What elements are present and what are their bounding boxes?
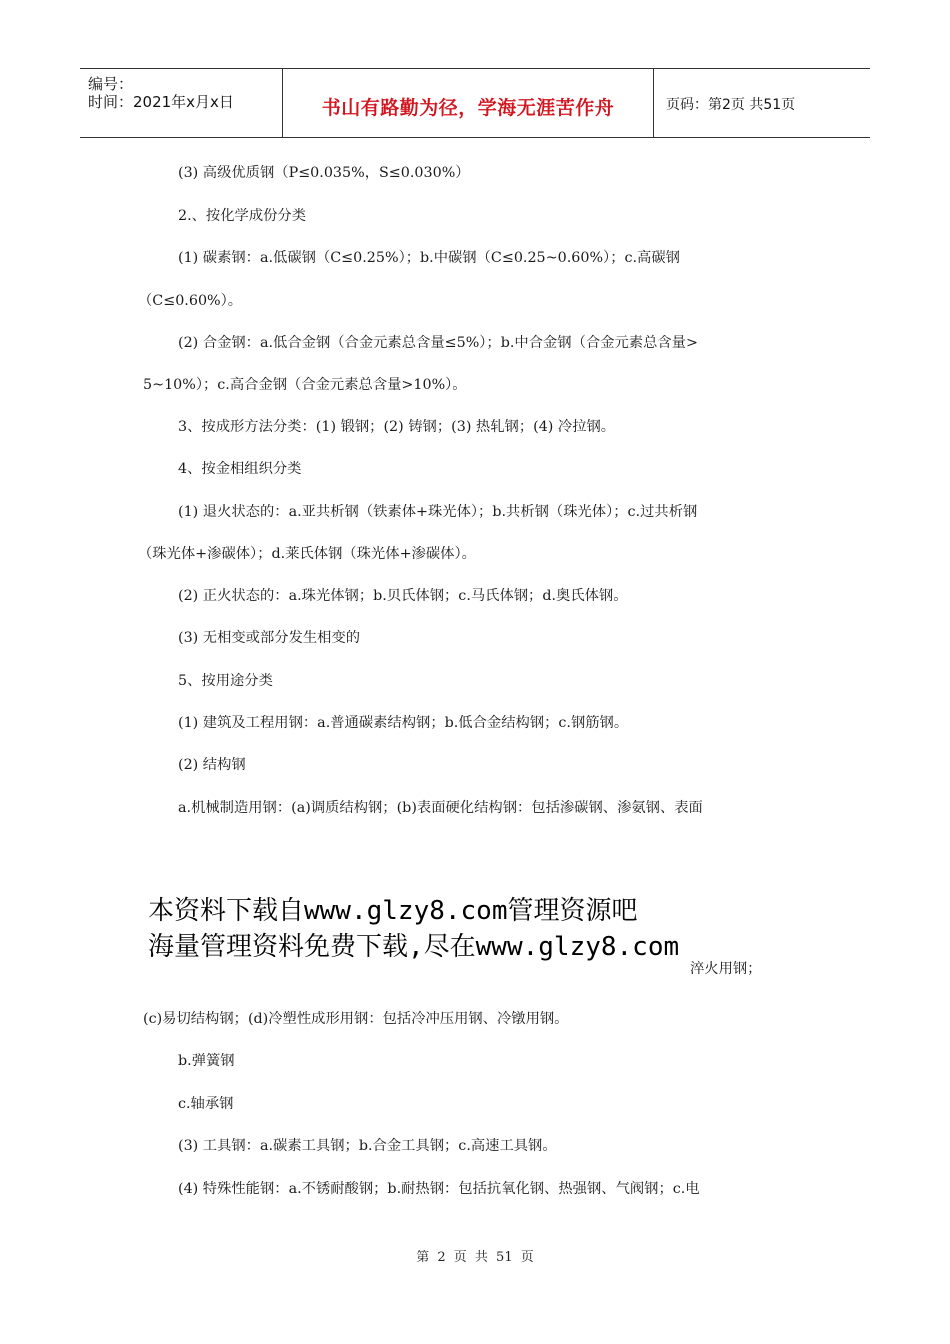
text-line-6: 5~10%）；c.高合金钢（合金元素总含量>10%）。 [143, 377, 467, 393]
page-header [80, 68, 870, 138]
text-line-2: 2.、按化学成份分类 [178, 208, 307, 224]
text-line-16: a.机械制造用钢：(a)调质结构钢；(b)表面硬化结构钢：包括渗碳钢、渗氨钢、表面 [178, 800, 703, 816]
text-line-13: 5、按用途分类 [178, 673, 273, 689]
page-footer: 第 2 页 共 51 页 [416, 1250, 534, 1265]
motto-text: 书山有路勤为径，学海无涯苦作舟 [321, 97, 615, 119]
text-line-11: (2) 正火状态的：a.珠光体钢；b.贝氏体钢；c.马氏体钢；d.奥氏体钢。 [178, 588, 628, 604]
text-line-14: (1) 建筑及工程用钢：a.普通碳素结构钢；b.低合金结构钢；c.钢筋钢。 [178, 715, 629, 731]
page-info: 页码：第2页 共51页 [666, 97, 796, 113]
text-line-15: (2) 结构钢 [178, 757, 246, 773]
header-meta-cell [80, 69, 282, 137]
header-motto-cell [282, 69, 654, 137]
text-line-21: (3) 工具钢：a.碳素工具钢；b.合金工具钢；c.高速工具钢。 [178, 1138, 557, 1154]
text-line-17: 淬火用钢； [690, 961, 762, 977]
text-line-3: (1) 碳素钢：a.低碳钢（C≤0.25%）；b.中碳钢（C≤0.25~0.60%）；c.高碳钢 [178, 250, 680, 266]
text-line-9: (1) 退火状态的：a.亚共析钢（铁素体+珠光体）；b.共析钢（珠光体）；c.过共析钢 [178, 504, 698, 520]
text-line-19: b.弹簧钢 [178, 1053, 235, 1069]
text-line-4: （C≤0.60%）。 [138, 293, 243, 309]
text-line-7: 3、按成形方法分类：(1) 锻钢；(2) 铸钢；(3) 热轧钢；(4) 冷拉钢。 [178, 419, 616, 435]
text-line-12: (3) 无相变或部分发生相变的 [178, 630, 361, 646]
text-line-20: c.轴承钢 [178, 1096, 234, 1112]
text-line-18: (c)易切结构钢；(d)冷塑性成形用钢：包括冷冲压用钢、冷镦用钢。 [143, 1011, 569, 1027]
text-line-10: （珠光体+渗碳体）；d.莱氏体钢（珠光体+渗碳体）。 [138, 546, 476, 562]
text-line-5: (2) 合金钢：a.低合金钢（合金元素总含量≤5%）；b.中合金钢（合金元素总含量> [178, 335, 698, 351]
text-line-1: (3) 高级优质钢（P≤0.035%，S≤0.030%） [178, 165, 470, 181]
time-label: 时间：2021年x月x日 [88, 93, 234, 111]
header-page-cell [654, 69, 870, 137]
promo-line-1: 本资料下载自www.glzy8.com管理资源吧 [148, 896, 638, 926]
text-line-22: (4) 特殊性能钢：a.不锈耐酸钢；b.耐热钢：包括抗氧化钢、热强钢、气阀钢；c.电 [178, 1181, 700, 1197]
promo-line-2: 海量管理资料免费下载,尽在www.glzy8.com [148, 932, 680, 962]
text-line-8: 4、按金相组织分类 [178, 461, 302, 477]
code-label: 编号： [88, 75, 134, 93]
